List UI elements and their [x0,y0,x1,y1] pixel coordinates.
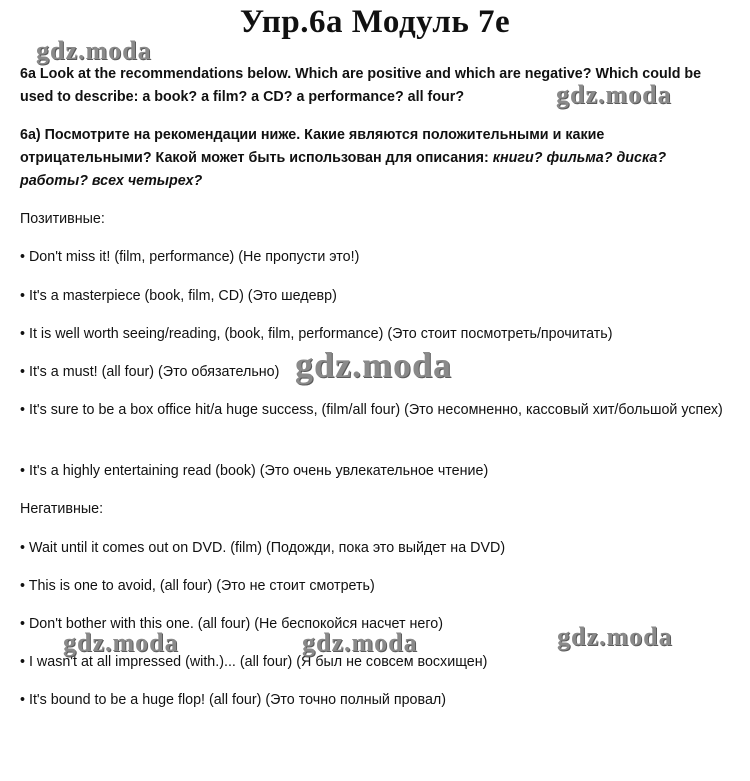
negative-item: • Don't bother with this one. (all four) (Не беспокойся насчет него) [20,616,443,632]
negative-item: • Wait until it comes out on DVD. (film) (Подожди, пока это выйдет на DVD) [20,540,506,556]
positive-item: • It's sure to be a box office hit/a huge success, (film/all four) (Это несомненно, кассовый хит/большой успех) [20,402,723,418]
watermark: gdz.moda [295,345,453,385]
task-english: 6a Look at the recommendations below. Which are positive and which are negative? Which could be used to describe: a book? a film? a CD? a performance? all four? [20,66,702,105]
watermark: gdz.moda [36,36,152,65]
watermark: gdz.moda [556,80,672,109]
watermark: gdz.moda [302,628,418,657]
page-title: Упр.6а Модуль 7е [239,4,511,40]
task-russian [20,124,735,193]
watermark: gdz.moda [63,628,179,657]
negative-item: • I wasn't at all impressed (with.)... (all four) (Я был не совсем восхищен) [20,654,488,670]
negative-item: • It's bound to be a huge flop! (all four) (Это точно полный провал) [20,692,446,708]
positive-item: • It is well worth seeing/reading, (book, film, performance) (Это стоит посмотреть/прочитать) [20,326,613,342]
positive-item: • It's a highly entertaining read (book) (Это очень увлекательное чтение) [20,463,489,479]
positive-item: • It's a masterpiece (book, film, CD) (Это шедевр) [20,288,337,304]
task-russian-text: 6а) Посмотрите на рекомендации ниже. Какие являются положительными и какие отрицательными? Какой может быть использован для описания: [20,127,605,166]
positive-heading: Позитивные: [20,211,105,227]
negative-item: • This is one to avoid, (all four) (Это не стоит смотреть) [20,578,375,594]
negative-heading: Негативные: [20,501,104,517]
positive-item: • Don't miss it! (film, performance) (Не пропусти это!) [20,249,360,265]
positive-item: • It's a must! (all four) (Это обязательно) [20,364,280,380]
task-russian-italic: книги? фильма? диска? работы? всех четырех? [20,150,667,189]
watermark: gdz.moda [557,622,673,651]
